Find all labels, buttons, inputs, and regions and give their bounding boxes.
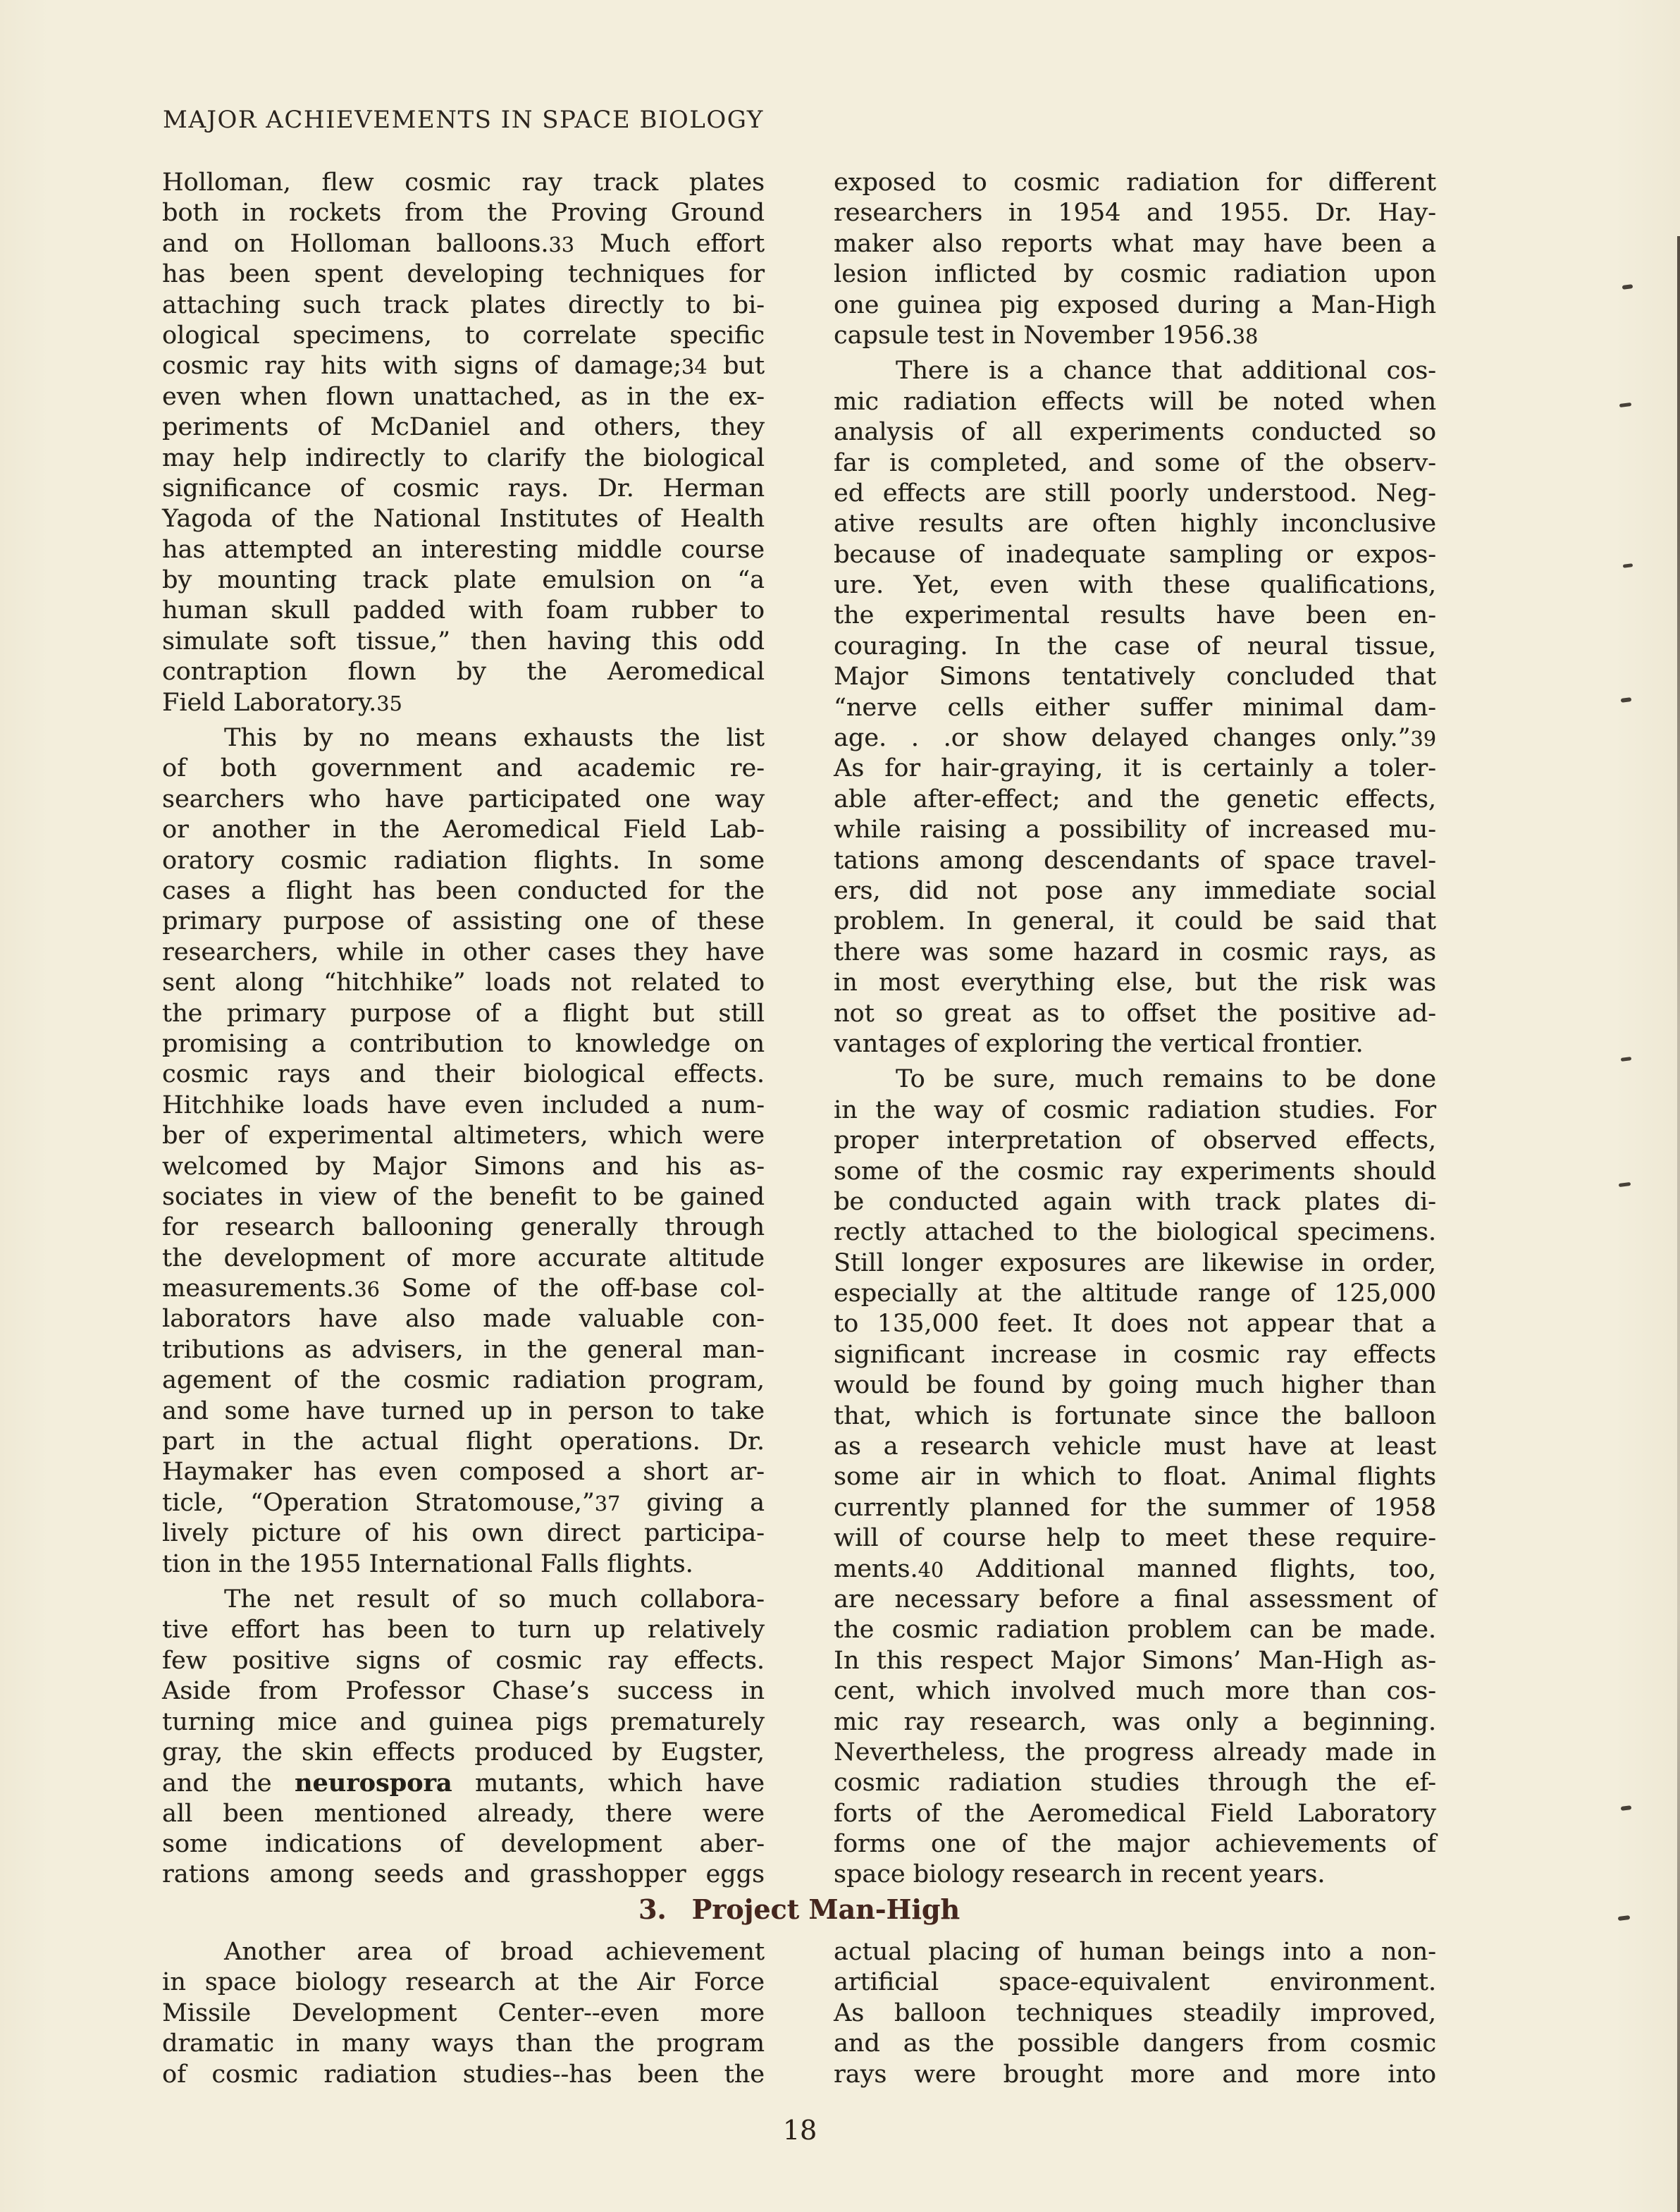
text-line: Another area of broad achievement <box>224 1938 765 1966</box>
text-line: both in rockets from the Proving Ground <box>162 199 765 228</box>
text-line: mic ray research, was only a beginning. <box>834 1707 1436 1736</box>
text-line: some indications of development aber- <box>162 1830 765 1859</box>
text-line: space biology research in recent years. <box>834 1860 1326 1889</box>
text-line: by mounting track plate emulsion on “a <box>162 566 765 595</box>
right-column <box>834 168 1436 1891</box>
text-line: turning mice and guinea pigs prematurely <box>162 1707 765 1736</box>
text-line: for research ballooning generally through <box>162 1213 765 1242</box>
text-line: some air in which to float. Animal flights <box>834 1463 1436 1492</box>
text-line: Major Simons tentatively concluded that <box>834 663 1436 692</box>
text-line: ber of experimental altimeters, which were <box>162 1122 765 1150</box>
text-line: cosmic rays and their biological effects. <box>162 1060 765 1089</box>
text-line: not so great as to offset the positive ad- <box>834 999 1436 1028</box>
text-line: the development of more accurate altitude <box>162 1243 765 1272</box>
text-line: proper interpretation of observed effects, <box>834 1126 1436 1155</box>
page-number: 18 <box>782 2115 817 2146</box>
text-line: part in the actual flight operations. Dr. <box>162 1427 765 1456</box>
text-line: especially at the altitude range of 125,000 <box>834 1279 1436 1308</box>
text-line: of cosmic radiation studies--has been the <box>162 2060 765 2089</box>
text-line: attaching such track plates directly to bi- <box>162 290 765 319</box>
paragraph <box>834 1937 1436 2090</box>
text-line: analysis of all experiments conducted so <box>834 418 1436 447</box>
text-line: human skull padded with foam rubber to <box>162 596 765 625</box>
text-line: while raising a possibility of increased mu- <box>834 816 1436 844</box>
text-line: forms one of the major achievements of <box>834 1830 1436 1859</box>
text-line: the primary purpose of a flight but still <box>162 999 765 1028</box>
text-line: simulate soft tissue,” then having this odd <box>162 627 765 656</box>
text-line: primary purpose of assisting one of these <box>162 907 765 936</box>
text-line: lively picture of his own direct participa- <box>162 1519 765 1548</box>
text-line: of both government and academic re- <box>162 754 765 783</box>
text-line: laborators have also made valuable con- <box>162 1305 765 1334</box>
text-line: The net result of so much collabora- <box>224 1585 765 1614</box>
text-line: or another in the Aeromedical Field Lab- <box>162 816 765 844</box>
text-line: gray, the skin effects produced by Eugster, <box>162 1738 765 1766</box>
paragraph <box>162 723 765 1580</box>
text-line: forts of the Aeromedical Field Laboratory <box>834 1799 1436 1828</box>
text-line: are necessary before a final assessment of <box>834 1585 1436 1614</box>
text-line: rays were brought more and more into <box>834 2060 1436 2089</box>
text-line: because of inadequate sampling or expos- <box>834 540 1436 569</box>
text-line: Field Laboratory.35 <box>162 688 402 717</box>
text-line: in most everything else, but the risk was <box>834 969 1436 997</box>
text-line: the experimental results have been en- <box>834 601 1436 630</box>
text-line: currently planned for the summer of 1958 <box>834 1493 1436 1522</box>
text-line: agement of the cosmic radiation program, <box>162 1366 765 1395</box>
text-line: researchers, while in other cases they have <box>162 938 765 966</box>
text-line: Missile Development Center--even more <box>162 1998 765 2027</box>
text-line: cases a flight has been conducted for the <box>162 876 765 905</box>
text-line: able after-effect; and the genetic effects, <box>834 785 1436 813</box>
text-line: As for hair-graying, it is certainly a toler- <box>834 754 1436 783</box>
text-line: tion in the 1955 International Falls flights. <box>162 1549 693 1578</box>
text-line: tive effort has been to turn up relatively <box>162 1616 765 1645</box>
text-line: Haymaker has even composed a short ar- <box>162 1458 765 1487</box>
text-line: searchers who have participated one way <box>162 785 765 813</box>
text-line: vantages of exploring the vertical frontier. <box>834 1029 1364 1058</box>
section-number: 3. <box>638 1893 667 1925</box>
text-line: significant increase in cosmic ray effects <box>834 1340 1436 1369</box>
text-line: Holloman, flew cosmic ray track plates <box>162 168 765 197</box>
text-line: cosmic ray hits with signs of damage;34 but <box>162 352 765 381</box>
paragraph <box>162 1937 765 2090</box>
scan-speck <box>1621 697 1632 703</box>
running-header: MAJOR ACHIEVEMENTS IN SPACE BIOLOGY <box>163 106 764 134</box>
text-line: As balloon techniques steadily improved, <box>834 1998 1436 2027</box>
right-column-continued <box>834 1937 1436 2090</box>
text-line: to 135,000 feet. It does not appear that a <box>834 1310 1436 1339</box>
text-line: lesion inflicted by cosmic radiation upon <box>834 260 1436 289</box>
text-line: problem. In general, it could be said that <box>834 907 1436 936</box>
text-line: mic radiation effects will be noted when <box>834 387 1436 416</box>
text-line: sociates in view of the benefit to be gained <box>162 1182 765 1211</box>
text-line: Yagoda of the National Institutes of Health <box>162 505 765 534</box>
text-line: promising a contribution to knowledge on <box>162 1029 765 1058</box>
text-line: as a research vehicle must have at least <box>834 1432 1436 1461</box>
text-line: the cosmic radiation problem can be made. <box>834 1616 1436 1645</box>
scan-speck <box>1619 403 1631 407</box>
text-line: one guinea pig exposed during a Man-High <box>834 290 1436 319</box>
text-line: There is a chance that additional cos- <box>896 357 1436 386</box>
scan-edge-shadow <box>1677 236 1680 2212</box>
paragraph <box>162 168 765 718</box>
text-line: rectly attached to the biological specimens. <box>834 1218 1436 1247</box>
text-line: ed effects are still poorly understood. Neg- <box>834 479 1436 508</box>
text-line: dramatic in many ways than the program <box>162 2029 765 2058</box>
text-line: in space biology research at the Air Force <box>162 1968 765 1997</box>
text-line: oratory cosmic radiation flights. In some <box>162 846 765 875</box>
text-line: ments.40 Additional manned flights, too, <box>834 1554 1436 1583</box>
text-line: periments of McDaniel and others, they <box>162 413 765 442</box>
text-line: all been mentioned already, there were <box>162 1799 765 1828</box>
text-line: To be sure, much remains to be done <box>896 1065 1436 1094</box>
text-line: Aside from Professor Chase’s success in <box>162 1677 765 1706</box>
text-line: would be found by going much higher than <box>834 1371 1436 1400</box>
text-line: sent along “hitchhike” loads not related to <box>162 969 765 997</box>
text-line: has been spent developing techniques for <box>162 260 765 289</box>
text-line: maker also reports what may have been a <box>834 229 1436 258</box>
scan-speck <box>1623 563 1633 568</box>
text-line: rations among seeds and grasshopper eggs <box>162 1860 765 1889</box>
left-column <box>162 168 765 1891</box>
text-line: actual placing of human beings into a non- <box>834 1938 1436 1966</box>
text-line: capsule test in November 1956.38 <box>834 321 1259 350</box>
scan-speck <box>1622 284 1633 290</box>
text-line: “nerve cells either suffer minimal dam- <box>834 693 1436 722</box>
text-line: far is completed, and some of the observ- <box>834 448 1436 477</box>
left-column-continued <box>162 1937 765 2090</box>
section-title: Project Man-High <box>691 1893 961 1925</box>
text-line: This by no means exhausts the list <box>224 724 765 753</box>
text-line: ers, did not pose any immediate social <box>834 876 1436 905</box>
paragraph <box>834 168 1436 351</box>
text-line: in the way of cosmic radiation studies. For <box>834 1095 1436 1124</box>
text-line: researchers in 1954 and 1955. Dr. Hay- <box>834 199 1436 228</box>
text-line: tations among descendants of space travel- <box>834 846 1436 875</box>
text-line: ticle, “Operation Stratomouse,”37 giving a <box>162 1488 765 1517</box>
text-line: be conducted again with track plates di- <box>834 1187 1436 1216</box>
text-line: significance of cosmic rays. Dr. Herman <box>162 474 765 503</box>
text-line: and as the possible dangers from cosmic <box>834 2029 1436 2058</box>
text-line: Nevertheless, the progress already made in <box>834 1738 1436 1766</box>
section-heading <box>162 1893 1436 1925</box>
text-line: cent, which involved much more than cos- <box>834 1677 1436 1706</box>
scan-speck <box>1619 1182 1631 1187</box>
scan-speck <box>1621 1805 1632 1811</box>
text-line: exposed to cosmic radiation for different <box>834 168 1436 197</box>
text-line: even when flown unattached, as in the ex- <box>162 382 765 411</box>
text-line: there was some hazard in cosmic rays, as <box>834 938 1436 966</box>
paragraph <box>162 1585 765 1891</box>
text-line: In this respect Major Simons’ Man-High as- <box>834 1646 1436 1675</box>
text-line: cosmic radiation studies through the ef- <box>834 1769 1436 1798</box>
text-line: welcomed by Major Simons and his as- <box>162 1152 765 1181</box>
text-line: ative results are often highly inconclusive <box>834 510 1436 539</box>
text-line: some of the cosmic ray experiments should <box>834 1157 1436 1186</box>
text-line: and some have turned up in person to take <box>162 1396 765 1425</box>
text-line: and the neurospora mutants, which have <box>162 1769 765 1798</box>
scan-speck <box>1621 1057 1631 1062</box>
text-line: ure. Yet, even with these qualifications, <box>834 571 1436 600</box>
text-line: artificial space-equivalent environment. <box>834 1968 1436 1997</box>
text-line: few positive signs of cosmic ray effects. <box>162 1646 765 1675</box>
text-line: has attempted an interesting middle course <box>162 535 765 564</box>
text-line: couraging. In the case of neural tissue, <box>834 632 1436 660</box>
text-line: may help indirectly to clarify the biological <box>162 443 765 472</box>
text-line: that, which is fortunate since the balloon <box>834 1401 1436 1430</box>
text-line: tributions as advisers, in the general man- <box>162 1335 765 1364</box>
paragraph <box>834 356 1436 1059</box>
text-line: will of course help to meet these require- <box>834 1524 1436 1553</box>
text-line: age. . .or show delayed changes only.”39 <box>834 724 1436 753</box>
text-line: ological specimens, to correlate specific <box>162 321 765 350</box>
text-line: measurements.36 Some of the off-base col- <box>162 1274 765 1303</box>
text-line: and on Holloman balloons.33 Much effort <box>162 229 765 258</box>
paragraph <box>834 1064 1436 1891</box>
text-line: contraption flown by the Aeromedical <box>162 658 765 687</box>
text-line: Still longer exposures are likewise in order, <box>834 1248 1436 1277</box>
scan-speck <box>1618 1915 1631 1921</box>
text-line: Hitchhike loads have even included a num- <box>162 1090 765 1119</box>
